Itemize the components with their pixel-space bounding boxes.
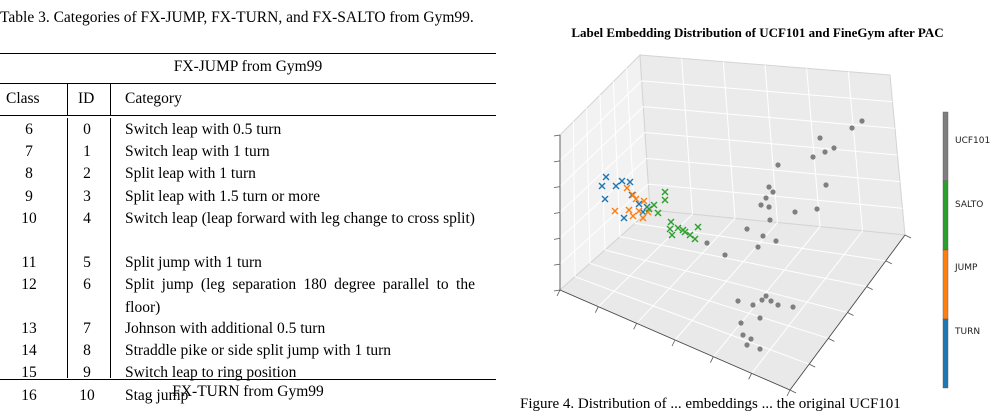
point-ucf101 bbox=[814, 206, 819, 211]
table-cell-id: 10 bbox=[79, 386, 95, 404]
table-top-rule bbox=[0, 53, 496, 54]
table-section-rule bbox=[0, 83, 496, 84]
table-cell-class: 15 bbox=[21, 364, 37, 382]
point-ucf101 bbox=[760, 233, 765, 238]
axis-tick bbox=[886, 261, 892, 264]
point-ucf101 bbox=[748, 336, 753, 341]
point-ucf101 bbox=[766, 184, 771, 189]
point-ucf101 bbox=[750, 302, 755, 307]
table-cell-category: Switch leap with 0.5 turn bbox=[125, 121, 282, 138]
table-cell-class: 7 bbox=[25, 143, 33, 161]
table-cell-id: 2 bbox=[83, 165, 91, 183]
table-section-title-turn: FX-TURN from Gym99 bbox=[172, 383, 324, 400]
table-cell-category: Switch leap to ring position bbox=[125, 364, 297, 382]
colorbar-segment bbox=[943, 250, 948, 319]
point-ucf101 bbox=[755, 244, 760, 249]
axis-tick bbox=[905, 235, 911, 238]
point-ucf101 bbox=[768, 298, 773, 303]
table-section bbox=[0, 0, 500, 406]
point-ucf101 bbox=[773, 238, 778, 243]
axis-tick bbox=[554, 290, 560, 291]
axis-tick bbox=[554, 161, 560, 162]
table-caption: Table 3. Categories of FX-JUMP, FX-TURN, and FX-SALTO from Gym99. bbox=[0, 9, 474, 26]
axes-panes bbox=[560, 55, 905, 390]
table-cell-class: 6 bbox=[25, 121, 33, 138]
table-header-rule bbox=[0, 115, 496, 116]
table-cell-class: 11 bbox=[21, 253, 37, 271]
point-ucf101 bbox=[763, 195, 768, 200]
axis-tick bbox=[554, 264, 560, 265]
point-ucf101 bbox=[767, 217, 772, 222]
axis-tick bbox=[749, 373, 752, 379]
point-ucf101 bbox=[823, 182, 828, 187]
point-ucf101 bbox=[810, 154, 815, 159]
point-ucf101 bbox=[757, 315, 762, 320]
table-vline bbox=[110, 84, 111, 115]
axis-tick bbox=[554, 213, 560, 214]
colorbar-label: UCF101 bbox=[955, 136, 991, 146]
axis-tick bbox=[554, 187, 560, 188]
table-cell-category: Stag jump bbox=[125, 386, 189, 404]
axis-tick bbox=[867, 287, 873, 290]
table-section-title-jump: FX-JUMP from Gym99 bbox=[173, 58, 323, 75]
point-ucf101 bbox=[849, 125, 854, 130]
table-cell-id: 6 bbox=[83, 276, 91, 293]
figure-section bbox=[520, 0, 995, 412]
table-cell-class: 16 bbox=[21, 386, 37, 404]
point-ucf101 bbox=[775, 162, 780, 167]
colorbar-label: JUMP bbox=[955, 263, 978, 273]
embedding-3d-scatter-plot bbox=[520, 0, 995, 406]
axis-tick bbox=[595, 307, 598, 313]
point-ucf101 bbox=[757, 346, 762, 351]
table-cell-id: 7 bbox=[83, 320, 91, 337]
point-ucf101 bbox=[759, 297, 764, 302]
axis-tick bbox=[554, 238, 560, 239]
table-cell-id: 3 bbox=[83, 187, 91, 205]
point-ucf101 bbox=[822, 149, 827, 154]
table-vline bbox=[67, 84, 68, 115]
point-ucf101 bbox=[744, 342, 749, 347]
back-pane bbox=[640, 55, 905, 235]
point-ucf101 bbox=[817, 135, 822, 140]
column-header-class: Class bbox=[6, 90, 40, 107]
point-ucf101 bbox=[766, 204, 771, 209]
axis-tick bbox=[790, 390, 796, 393]
column-header-id: ID bbox=[78, 90, 95, 107]
axis-tick bbox=[828, 338, 834, 341]
colorbar bbox=[943, 112, 990, 388]
point-ucf101 bbox=[859, 118, 864, 123]
point-ucf101 bbox=[792, 209, 797, 214]
point-ucf101 bbox=[763, 293, 768, 298]
point-ucf101 bbox=[740, 332, 745, 337]
axis-tick bbox=[672, 340, 675, 346]
axis-tick bbox=[848, 313, 854, 316]
table-cell-id: 0 bbox=[83, 121, 91, 138]
point-ucf101 bbox=[758, 202, 763, 207]
table-cell-id: 4 bbox=[83, 209, 91, 227]
point-ucf101 bbox=[738, 320, 743, 325]
figure-title: Label Embedding Distribution of UCF101 and FineGym after PAC bbox=[571, 25, 944, 40]
point-ucf101 bbox=[790, 304, 795, 309]
axis-tick bbox=[634, 323, 637, 329]
table-cell-class: 14 bbox=[21, 342, 37, 360]
axis-tick bbox=[710, 357, 713, 363]
table-cell-id: 8 bbox=[83, 342, 91, 360]
table-cell-category: Switch leap (leap forward with leg change to cross split) bbox=[125, 209, 475, 227]
table-cell-category: Straddle pike or side split jump with 1 turn bbox=[125, 342, 392, 360]
point-ucf101 bbox=[722, 252, 727, 257]
table-cell-category: Split jump (leg separation 180 degree parallel to the floor) bbox=[125, 276, 475, 316]
table-cell-class: 12 bbox=[21, 276, 37, 293]
colorbar-label: TURN bbox=[955, 327, 981, 337]
table-cell-category: Split jump with 1 turn bbox=[125, 253, 262, 271]
colorbar-segment bbox=[943, 181, 948, 250]
axis-tick bbox=[809, 364, 815, 367]
column-header-category: Category bbox=[125, 90, 182, 107]
point-ucf101 bbox=[735, 298, 740, 303]
table-cell-category: Split leap with 1 turn bbox=[125, 165, 256, 183]
table-vline bbox=[110, 118, 111, 378]
axis-tick bbox=[554, 135, 560, 136]
table-cell-class: 8 bbox=[25, 165, 33, 183]
point-ucf101 bbox=[770, 189, 775, 194]
colorbar-segment bbox=[943, 112, 948, 181]
table-cell-id: 5 bbox=[83, 253, 91, 271]
colorbar-segment bbox=[943, 319, 948, 388]
table-cell-id: 1 bbox=[83, 143, 91, 161]
table-cell-category: Split leap with 1.5 turn or more bbox=[125, 187, 321, 205]
table-cell-class: 9 bbox=[25, 187, 33, 205]
point-ucf101 bbox=[775, 302, 780, 307]
figure-caption-cut: Figure 4. Distribution of ... embeddings ... the original UCF101 bbox=[520, 396, 901, 412]
axis-tick bbox=[557, 290, 560, 296]
table-cell-class: 13 bbox=[21, 320, 37, 337]
colorbar-label: SALTO bbox=[955, 200, 984, 210]
table-bottom-rule bbox=[0, 379, 496, 380]
table-cell-category: Switch leap with 1 turn bbox=[125, 143, 270, 161]
table-cell-category: Johnson with additional 0.5 turn bbox=[125, 320, 326, 337]
table-cell-id: 9 bbox=[83, 364, 91, 382]
table-vline bbox=[67, 118, 68, 378]
point-ucf101 bbox=[744, 226, 749, 231]
table-cell-class: 10 bbox=[21, 209, 37, 227]
point-ucf101 bbox=[831, 145, 836, 150]
point-ucf101 bbox=[704, 240, 709, 245]
